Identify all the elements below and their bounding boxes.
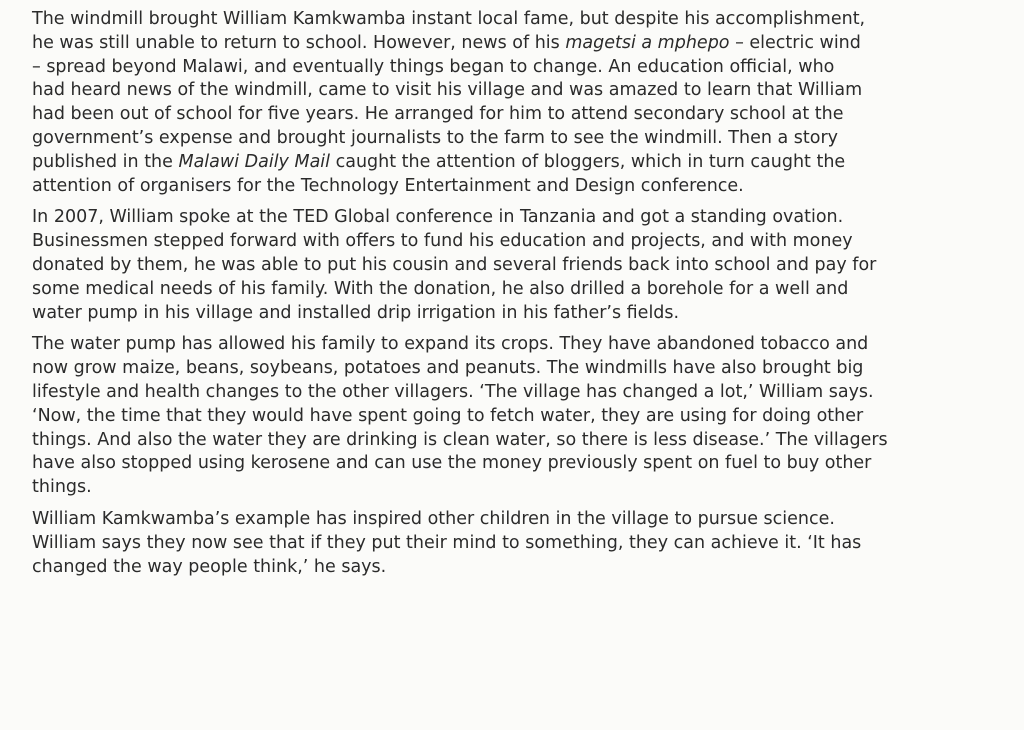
- text-line: [32, 254, 992, 278]
- italic-text: magetsi a mphepo: [565, 32, 730, 53]
- text-line: [32, 405, 992, 429]
- italic-text: Malawi Daily Mail: [178, 151, 331, 172]
- text-segment: government’s expense and brought journalists to the farm to see the windmill. Then a story: [32, 127, 839, 148]
- text-line: [32, 429, 992, 453]
- text-line: [32, 56, 992, 80]
- text-line: [32, 32, 992, 56]
- text-segment: caught the attention of bloggers, which in turn caught the: [330, 151, 846, 172]
- text-line: [32, 206, 992, 230]
- text-segment: changed the way people think,’ he says.: [32, 556, 387, 577]
- text-line: [32, 333, 992, 357]
- article-body: [32, 8, 992, 587]
- text-line: [32, 452, 992, 476]
- text-line: [32, 556, 992, 580]
- text-segment: water pump in his village and installed drip irrigation in his father’s fields.: [32, 302, 680, 323]
- text-segment: In 2007, William spoke at the TED Global conference in Tanzania and got a standing ovation.: [32, 207, 844, 228]
- text-segment: attention of organisers for the Technology Entertainment and Design conference.: [32, 175, 744, 196]
- text-line: [32, 278, 992, 302]
- text-segment: donated by them, he was able to put his cousin and several friends back into school and pay for: [32, 254, 877, 275]
- text-segment: ‘Now, the time that they would have spent going to fetch water, they are using for doing other: [32, 405, 864, 426]
- text-line: [32, 230, 992, 254]
- text-segment: Businessmen stepped forward with offers to fund his education and projects, and with money: [32, 231, 853, 252]
- text-segment: The water pump has allowed his family to expand its crops. They have abandoned tobacco and: [32, 334, 869, 355]
- text-segment: now grow maize, beans, soybeans, potatoes and peanuts. The windmills have also brought big: [32, 358, 864, 379]
- text-segment: have also stopped using kerosene and can use the money previously spent on fuel to buy other: [32, 453, 872, 474]
- text-line: [32, 357, 992, 381]
- text-line: [32, 8, 992, 32]
- text-segment: lifestyle and health changes to the other villagers. ‘The village has changed a lot,’ William says.: [32, 381, 874, 402]
- text-segment: William says they now see that if they put their mind to something, they can achieve it. ‘It has: [32, 532, 862, 553]
- text-segment: published in the: [32, 151, 179, 172]
- paragraph: [32, 333, 992, 500]
- text-segment: he was still unable to return to school. However, news of his: [32, 32, 566, 53]
- text-line: [32, 103, 992, 127]
- text-line: [32, 127, 992, 151]
- text-segment: some medical needs of his family. With the donation, he also drilled a borehole for a well and: [32, 278, 849, 299]
- text-line: [32, 508, 992, 532]
- text-segment: things. And also the water they are drinking is clean water, so there is less disease.’ The villagers: [32, 429, 888, 450]
- text-segment: The windmill brought William Kamkwamba instant local fame, but despite his accomplishment,: [32, 9, 866, 29]
- text-segment: – electric wind: [729, 32, 861, 53]
- text-line: [32, 381, 992, 405]
- text-segment: – spread beyond Malawi, and eventually things began to change. An education official, who: [32, 56, 835, 77]
- text-line: [32, 302, 992, 326]
- text-line: [32, 79, 992, 103]
- text-line: [32, 532, 992, 556]
- paragraph: [32, 508, 992, 579]
- text-line: [32, 175, 992, 199]
- text-line: [32, 476, 992, 500]
- paragraph: [32, 206, 992, 325]
- text-segment: William Kamkwamba’s example has inspired other children in the village to pursue science.: [32, 508, 835, 529]
- text-segment: had heard news of the windmill, came to visit his village and was amazed to learn that William: [32, 80, 863, 101]
- text-segment: things.: [32, 477, 92, 498]
- text-line: [32, 151, 992, 175]
- text-segment: had been out of school for five years. He arranged for him to attend secondary school at the: [32, 104, 844, 125]
- paragraph: [32, 8, 992, 198]
